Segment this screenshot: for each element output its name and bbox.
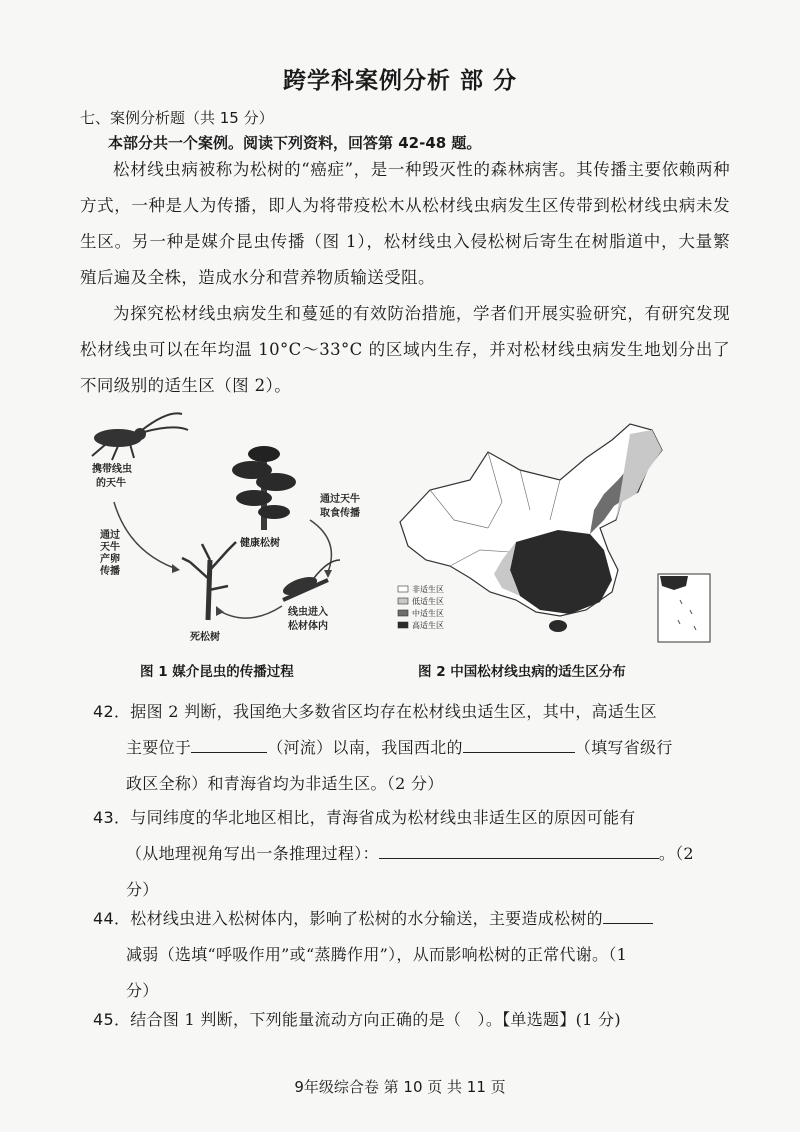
question-42-line2a: 主要位于 <box>126 738 192 757</box>
question-43-line3: 分） <box>126 880 159 899</box>
legend-item-4: 高适生区 <box>412 621 444 630</box>
arrow-to-dead-tree <box>218 606 282 618</box>
question-44-line3: 分） <box>126 981 159 1000</box>
answer-blank-province[interactable] <box>463 734 575 753</box>
question-43 <box>93 800 723 908</box>
figure-1-transmission-diagram <box>78 410 378 650</box>
label-healthy-tree: 健康松树 <box>240 538 280 549</box>
question-43-line2b: 。（2 <box>658 844 694 863</box>
page-footer: 9年级综合卷 第 10 页 共 11 页 <box>294 1078 506 1096</box>
paragraph-2: 为探究松材线虫病发生和蔓延的有效防治措施，学者们开展实验研究，有研究发现松材线虫可以在年均温 10°C～33°C 的区域内生存，并对松材线虫病发生地划分出了不同级别的适生区（图 2）。 <box>80 304 730 395</box>
dead-pine-tree-icon <box>182 542 236 620</box>
label-oviposit-3: 产卵 <box>100 554 120 565</box>
question-44 <box>93 901 723 1009</box>
question-42-line3: 政区全称）和青海省均为非适生区。（2 分） <box>126 774 444 793</box>
beetle-on-branch-icon <box>281 560 340 600</box>
answer-blank-function[interactable] <box>603 905 653 924</box>
arrowhead-feeding <box>324 570 332 578</box>
label-beetle-line2: 的天牛 <box>96 478 126 489</box>
question-42-line2b: （河流）以南，我国西北的 <box>267 738 463 757</box>
question-44-line1: 松材线虫进入松树体内，影响了松树的水分输送，主要造成松树的 <box>130 909 603 928</box>
question-44-number: 44． <box>93 909 131 928</box>
arrowhead-oviposit <box>172 564 180 573</box>
healthy-pine-tree-icon <box>232 446 296 530</box>
label-feeding-line1: 通过天牛 <box>320 494 360 505</box>
question-43-number: 43． <box>93 808 131 827</box>
question-42-line2c: （填写省级行 <box>574 738 673 757</box>
label-oviposit-2: 天牛 <box>100 542 120 553</box>
legend-item-1: 非适生区 <box>412 585 444 594</box>
label-feeding-line2: 取食传播 <box>320 508 360 519</box>
intro-text: 本部分共一个案例。阅读下列资料，回答第 42-48 题。 <box>108 134 482 152</box>
question-45 <box>93 1002 723 1038</box>
legend-item-3: 中适生区 <box>412 609 444 618</box>
label-oviposit-1: 通过 <box>100 530 120 541</box>
page-title: 跨学科案例分析 部 分 <box>282 68 517 94</box>
label-nematode-enter-line1: 线虫进入 <box>288 607 328 618</box>
label-dead-tree: 死松树 <box>190 632 220 643</box>
hainan-island <box>549 620 567 632</box>
question-45-line1: 结合图 1 判断，下列能量流动方向正确的是（ ）。【单选题】(1 分) <box>130 1010 621 1029</box>
map-legend <box>398 584 444 630</box>
answer-blank-reasoning[interactable] <box>379 840 659 859</box>
figure-2-caption: 图 2 中国松材线虫病的适生区分布 <box>418 664 626 680</box>
legend-item-2: 低适生区 <box>412 597 444 606</box>
section-heading: 七、案例分析题（共 15 分） <box>80 109 274 127</box>
figure-2-suitability-map <box>390 410 725 650</box>
question-44-line2: 减弱（选填“呼吸作用”或“蒸腾作用”），从而影响松树的正常代谢。（1 <box>126 945 628 964</box>
south-china-sea-inset <box>658 574 710 642</box>
label-beetle-line1: 携带线虫 <box>92 464 132 475</box>
arrow-oviposit <box>114 502 174 568</box>
question-45-number: 45． <box>93 1010 131 1029</box>
beetle-icon <box>92 413 188 460</box>
question-43-line2a: （从地理视角写出一条推理过程）： <box>126 844 379 863</box>
question-42-line1: 据图 2 判断，我国绝大多数省区均存在松材线虫适生区，其中，高适生区 <box>130 702 657 721</box>
question-42 <box>93 694 723 802</box>
question-43-line1: 与同纬度的华北地区相比，青海省成为松材线虫非适生区的原因可能有 <box>130 808 636 827</box>
label-oviposit-4: 传播 <box>100 566 120 577</box>
question-42-number: 42． <box>93 702 131 721</box>
answer-blank-river[interactable] <box>191 734 267 753</box>
paragraph-1: 松材线虫病被称为松树的“癌症”，是一种毁灭性的森林病害。其传播主要依赖两种方式，一种是人为传播，即人为将带疫松木从松材线虫病发生区传带到松材线虫病未发生区。另一种是媒介昆虫传播（图 1），松材线虫入侵松树后寄生在树脂道中，大量繁殖后遍及全株，造成水分和营养物质输送受阻。 <box>80 160 730 287</box>
figure-1-caption: 图 1 媒介昆虫的传播过程 <box>140 664 294 680</box>
label-nematode-enter-line2: 松材体内 <box>288 621 328 632</box>
arrowhead-to-dead-tree <box>216 606 224 616</box>
